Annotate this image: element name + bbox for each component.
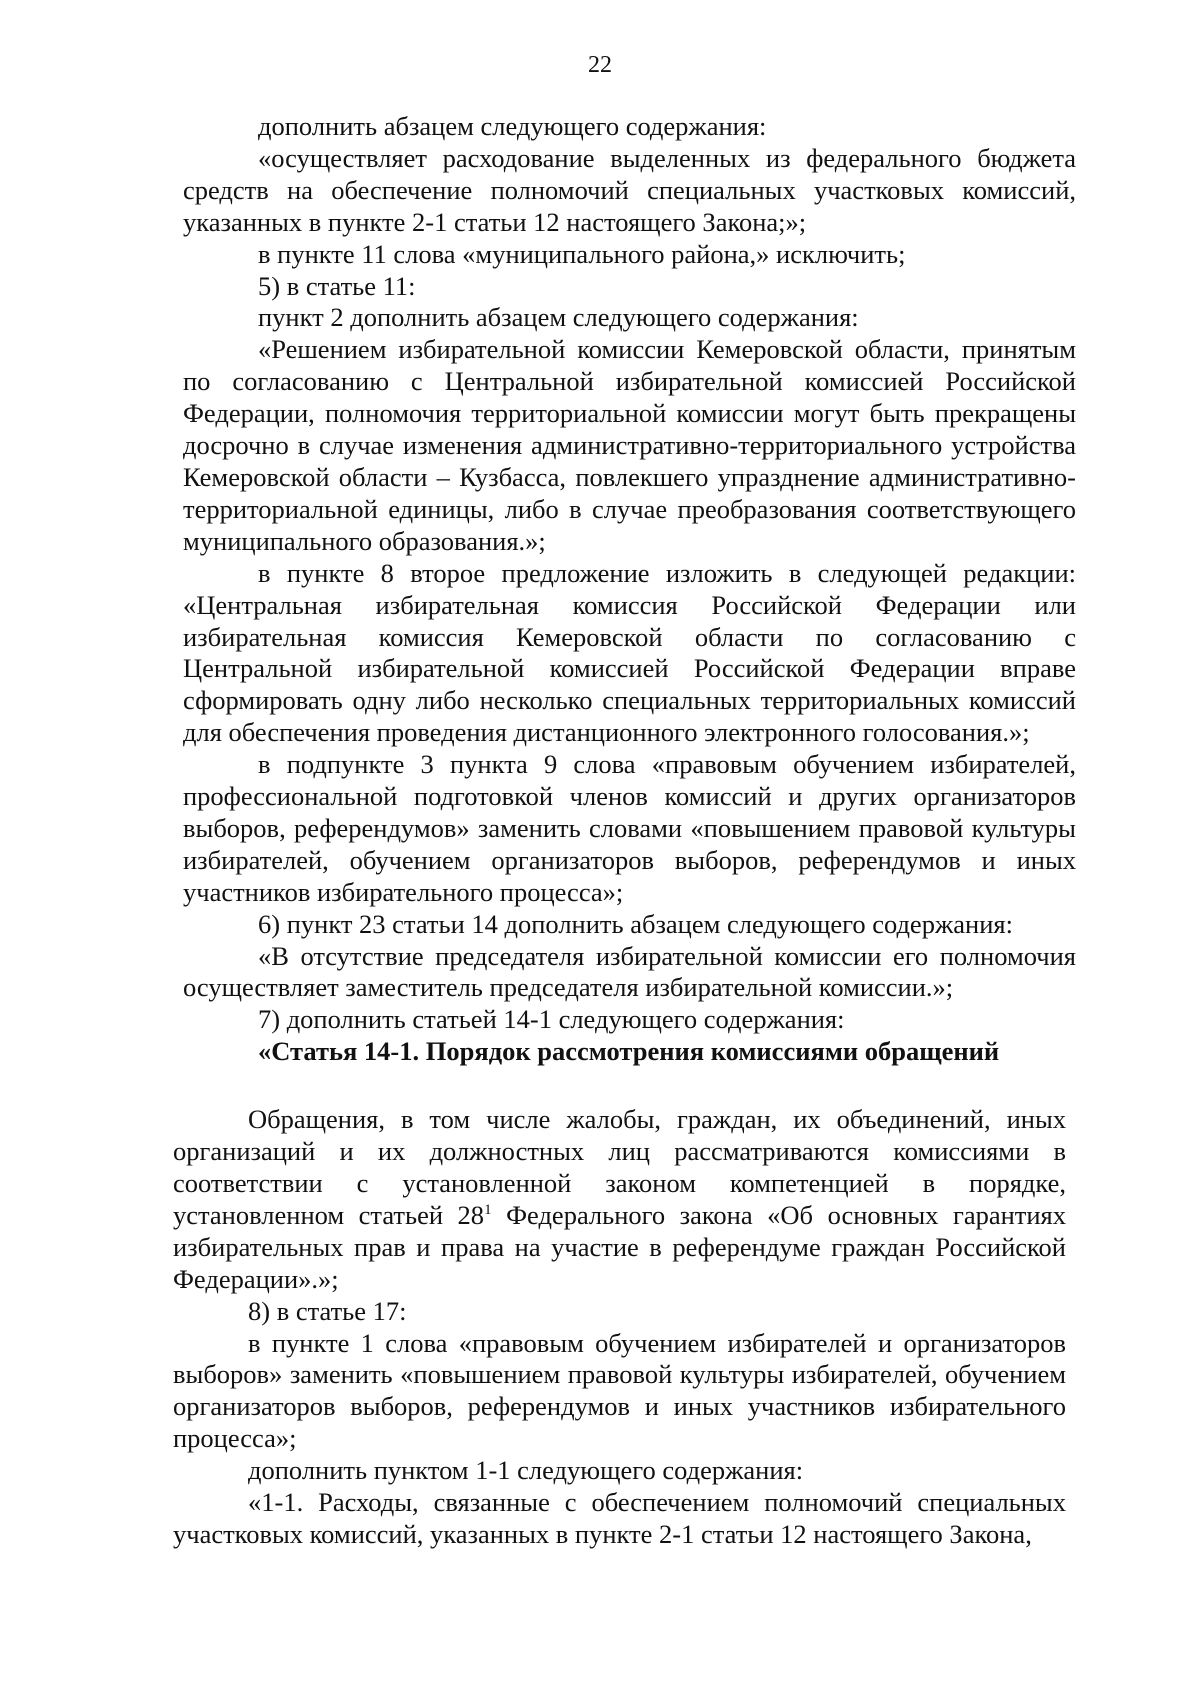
article-text-end: Федерального закона «Об основных гарантиях избирательных прав и права на участие в референдуме граждан Российской Федерации».»;	[173, 1199, 1066, 1294]
paragraph: «1-1. Расходы, связанные с обеспечением полномочий специальных участковых комиссий, указанных в пункте 2-1 статьи 12 настоящего Закона,	[173, 1487, 1066, 1549]
paragraph: 8) в статье 17:	[248, 1295, 407, 1326]
article-heading: «Статья 14-1. Порядок рассмотрения комиссиями обращений	[258, 1036, 1000, 1067]
paragraph: 5) в статье 11:	[258, 270, 416, 301]
paragraph: пункт 2 дополнить абзацем следующего содержания:	[258, 302, 859, 333]
paragraph: «Решением избирательной комиссии Кемеровской области, принятым по согласованию с Центральной избирательной комиссией Российской Федерации, полномочия территориальной комиссии могут быть прекращены досрочно в случае изменения административно-территориального устройства Кемеровской области – Кузбасса, повлекшего упразднение административно-территориальной единицы, либо в случае преобразования соответствующего муниципального образования.»;	[183, 334, 1076, 556]
superscript: 1	[484, 1202, 492, 1219]
paragraph: дополнить пунктом 1-1 следующего содержания:	[248, 1455, 804, 1486]
paragraph: 7) дополнить статьей 14-1 следующего содержания:	[258, 1004, 845, 1035]
paragraph: в подпункте 3 пункта 9 слова «правовым обучением избирателей, профессиональной подготовкой членов комиссий и других организаторов выборов, референдумов» заменить словами «повышением правовой культуры избирателей, обучением организаторов выборов, референдумов и иных участников избирательного процесса»;	[183, 749, 1076, 907]
paragraph: «осуществляет расходование выделенных из федерального бюджета средств на обеспечение полномочий специальных участковых комиссий, указанных в пункте 2-1 статьи 12 настоящего Закона;»;	[183, 142, 1076, 237]
paragraph: дополнить абзацем следующего содержания:	[258, 111, 767, 141]
paragraph: 6) пункт 23 статьи 14 дополнить абзацем следующего содержания:	[258, 908, 1013, 939]
paragraph: «В отсутствие председателя избирательной комиссии его полномочия осуществляет заместитель председателя избирательной комиссии.»;	[183, 940, 1076, 1003]
article-text-start: Обращения, в том числе жалобы, граждан, их объединений, иных организаций и их должностных лиц рассматриваются комиссиями в соответствии с установленной законом компетенцией в порядке, установленном статьей 28	[173, 1104, 1066, 1230]
document-body	[0, 111, 1200, 1551]
page-number: 22	[588, 52, 612, 78]
paragraph: в пункте 11 слова «муниципального района,» исключить;	[258, 238, 906, 269]
paragraph: в пункте 1 слова «правовым обучением избирателей и организаторов выборов» заменить «повышением правовой культуры избирателей, обучением организаторов выборов, референдумов и иных участников избирательного процесса»;	[173, 1327, 1066, 1454]
paragraph: в пункте 8 второе предложение изложить в следующей редакции: «Центральная избирательная комиссия Российской Федерации или избирательная комиссия Кемеровской области по согласованию с Центральной избирательной комиссией Российской Федерации вправе сформировать одну либо несколько специальных территориальных комиссий для обеспечения проведения дистанционного электронного голосования.»;	[183, 557, 1076, 748]
article-paragraph	[173, 1104, 1066, 1295]
